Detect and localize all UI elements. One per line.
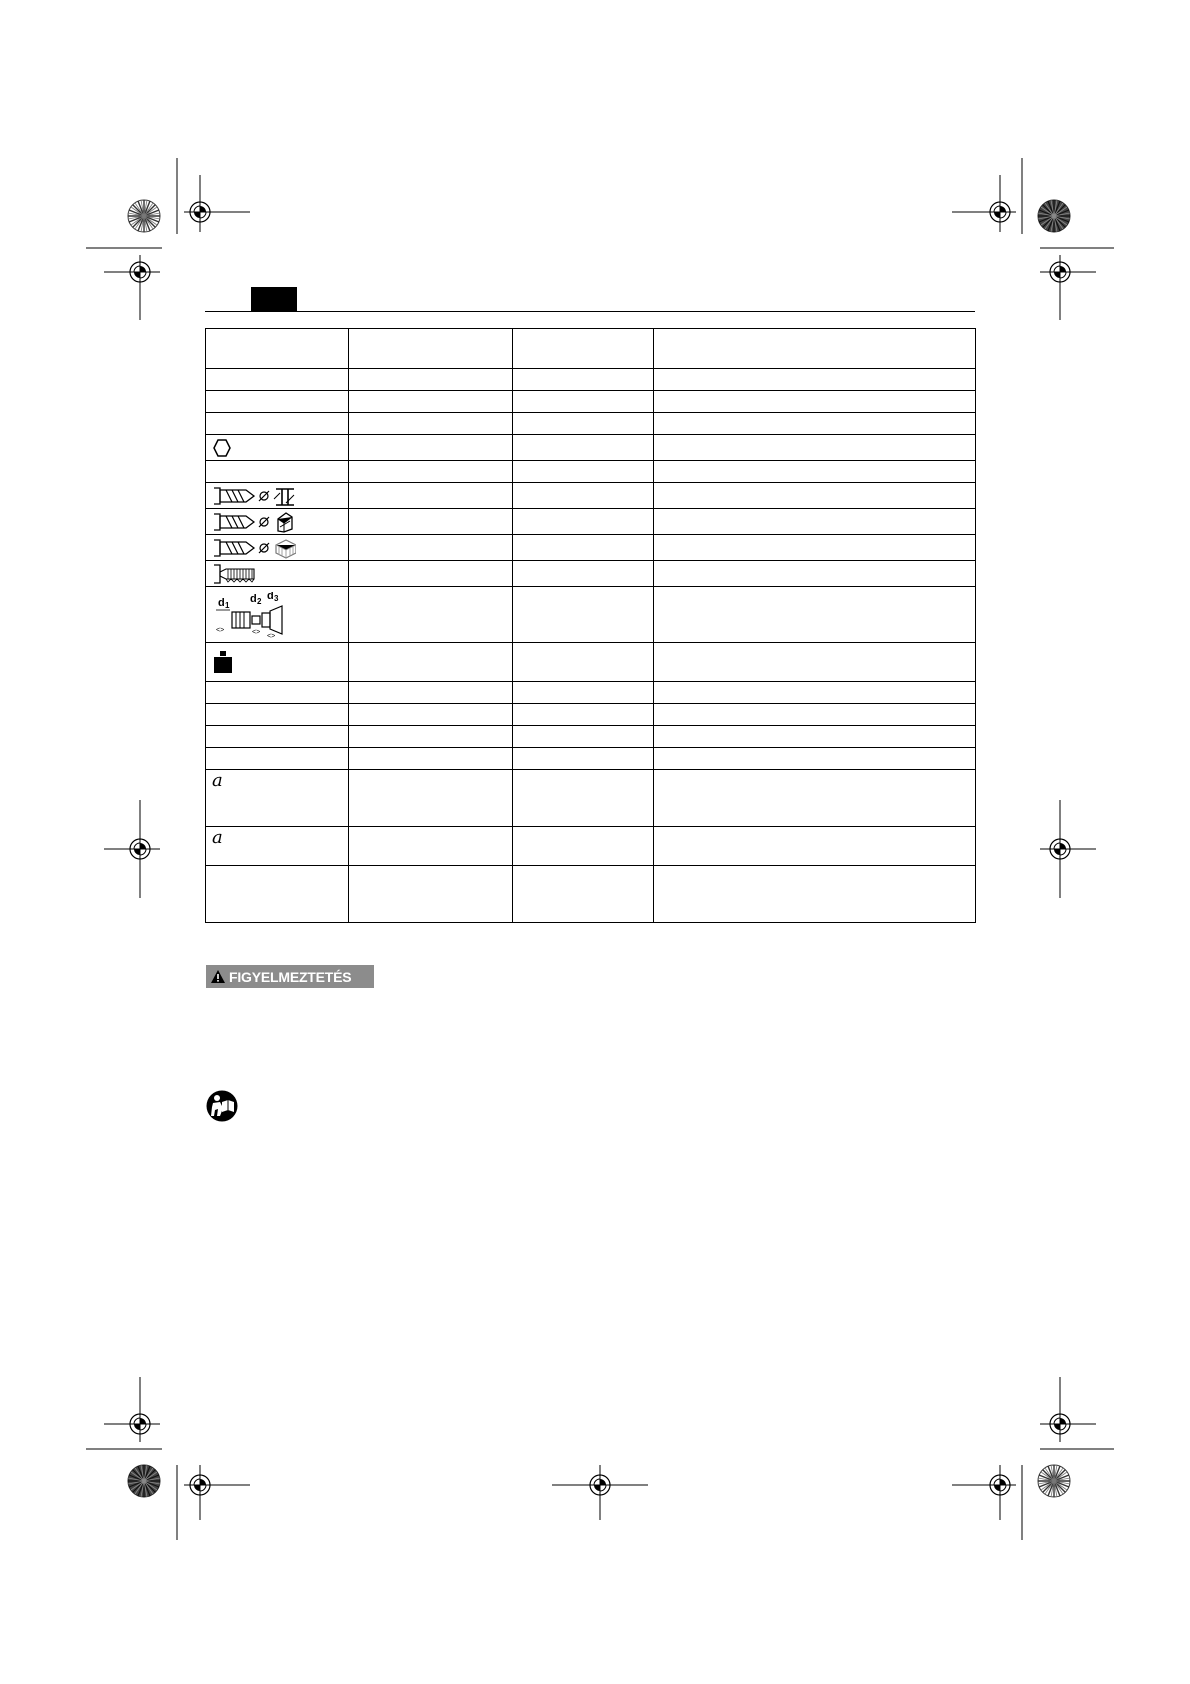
- alpha-symbol: a: [212, 770, 223, 791]
- svg-text:2: 2: [257, 596, 262, 606]
- svg-text:d: d: [250, 592, 257, 605]
- svg-text:1: 1: [225, 600, 230, 610]
- svg-text:d: d: [218, 596, 225, 609]
- warning-label: FIGYELMEZTETÉS: [229, 968, 352, 985]
- svg-text:3: 3: [274, 593, 279, 603]
- svg-text:<>: <>: [252, 628, 261, 636]
- svg-text:<>: <>: [216, 626, 225, 634]
- svg-text:d: d: [267, 591, 274, 602]
- svg-text:<>: <>: [267, 632, 276, 638]
- alpha-symbol: a: [212, 827, 223, 848]
